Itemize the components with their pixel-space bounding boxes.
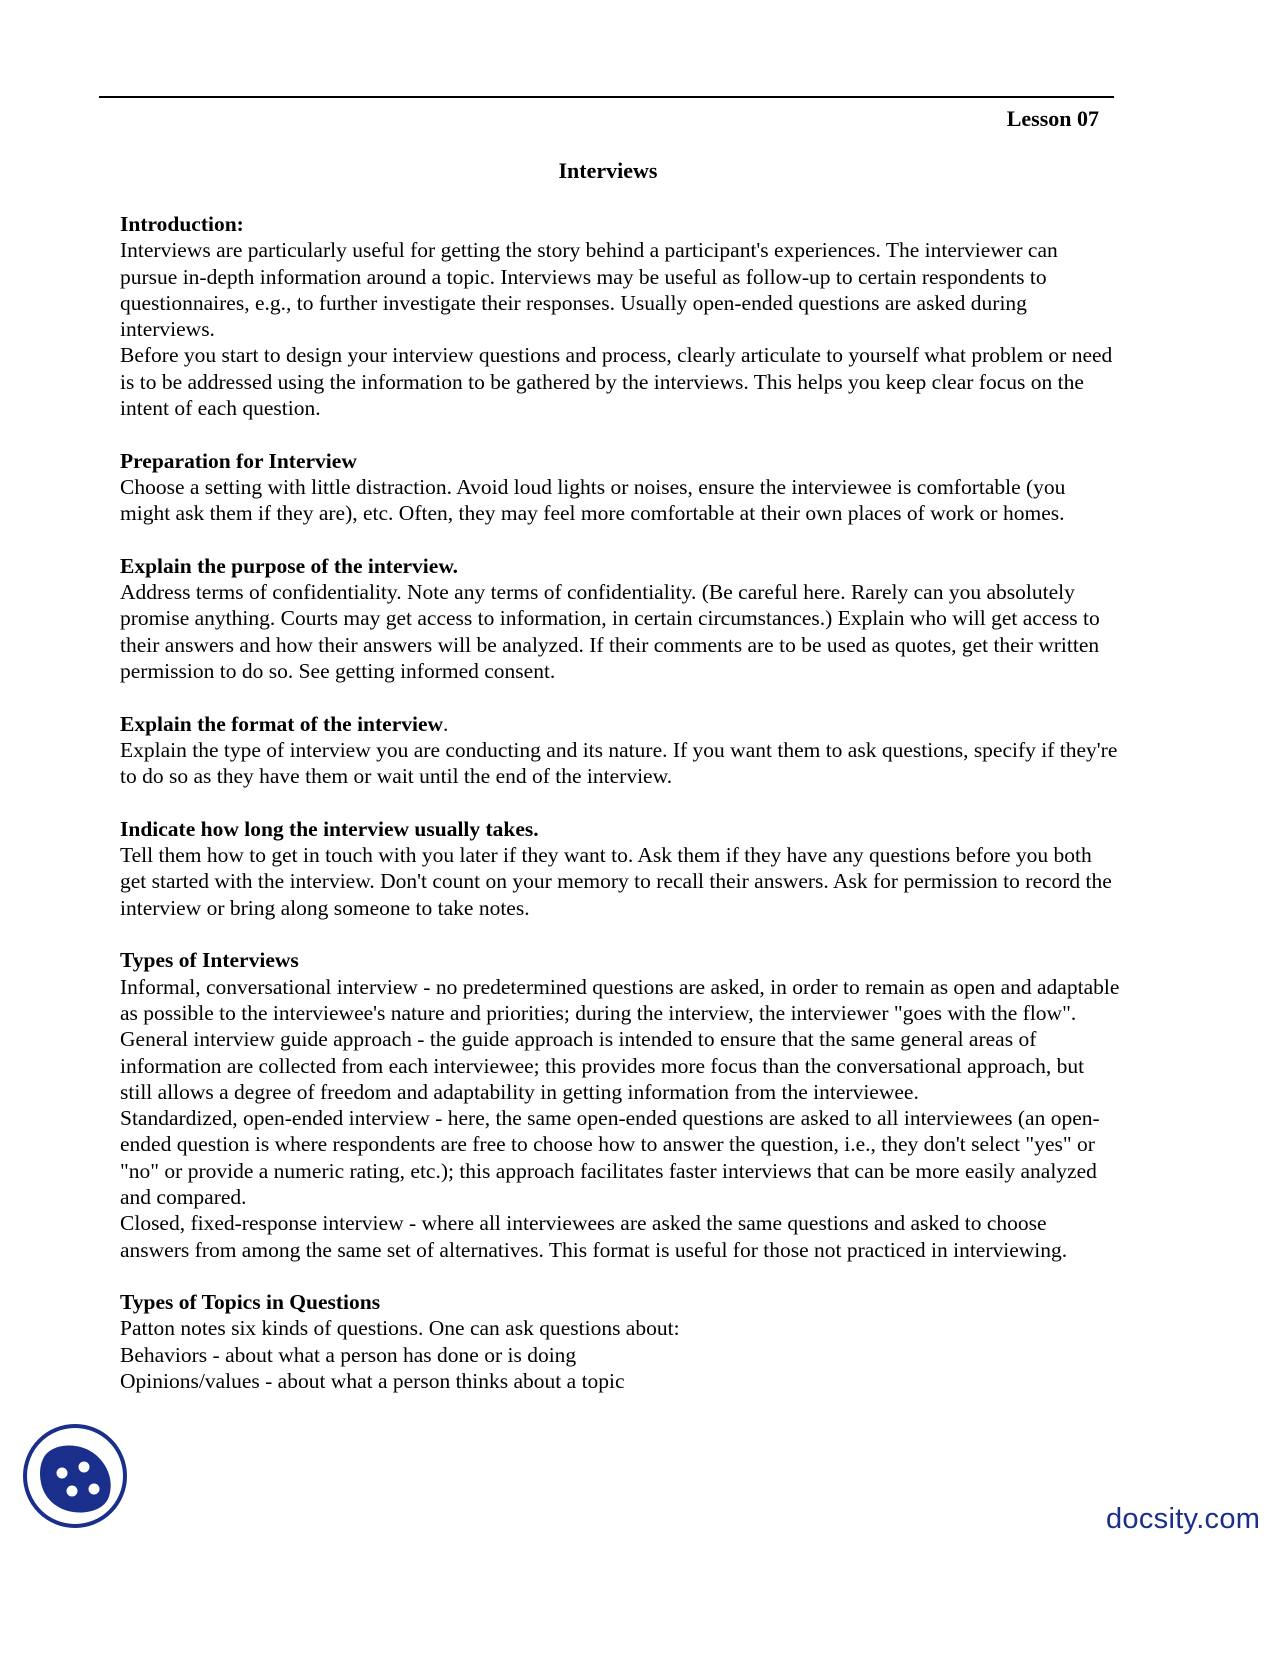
paragraph: Choose a setting with little distraction. Avoid loud lights or noises, ensure the interviewee is comfortable (you might ask them if they are), etc. Often, they may feel more comfortable at their own places of work or homes. — [120, 474, 1066, 526]
paragraph: Behaviors - about what a person has done or is doing — [120, 1342, 577, 1367]
section-duration — [120, 816, 1120, 921]
heading-punctuation: . — [443, 711, 449, 736]
section-heading: Indicate how long the interview usually takes. — [120, 816, 539, 841]
section-types-of-topics — [120, 1289, 1120, 1394]
page-title: Interviews — [558, 158, 658, 183]
section-heading: Explain the format of the interview — [120, 711, 444, 736]
section-heading: Types of Topics in Questions — [120, 1290, 381, 1315]
section-types-of-interviews — [120, 947, 1120, 1263]
paragraph: Opinions/values - about what a person thinks about a topic — [120, 1369, 625, 1394]
paragraph: Informal, conversational interview - no predetermined questions are asked, in order to remain as open and adaptable as possible to the interviewee's nature and priorities; during the interview, the interviewer "goes with the flow". — [120, 974, 1120, 1025]
paragraph: Standardized, open-ended interview - here, the same open-ended questions are asked to all interviewees (an open-ended question is where respondents are free to choose how to answer the question, i.e., they don't select "yes" or "no" or provide a numeric rating, etc.); this approach facilitates faster interviews that can be more easily analyzed and compared. — [120, 1106, 1100, 1209]
document-body — [120, 211, 1120, 1421]
section-heading-row — [120, 711, 1120, 737]
docsity-logo-icon[interactable] — [22, 1423, 128, 1529]
section-heading: Introduction: — [120, 212, 244, 236]
paragraph: Interviews are particularly useful for getting the story behind a participant's experiences. The interviewer can pursue in-depth information around a topic. Interviews may be useful as follow-up to certain respondents to questionnaires, e.g., to further investigate their responses. Usually open-ended questions are asked during interviews. — [120, 238, 1058, 342]
lesson-label: Lesson 07 — [1006, 106, 1099, 131]
paragraph: Tell them how to get in touch with you later if they want to. Ask them if they have any questions before you both get started with the interview. Don't count on your memory to recall their answers. Ask for permission to record the interview or bring along someone to take notes. — [120, 843, 1112, 920]
section-introduction — [120, 211, 1120, 421]
paragraph: Closed, fixed-response interview - where all interviewees are asked the same questions and asked to choose answers from among the same set of alternatives. This format is useful for those not practiced in interviewing. — [120, 1211, 1068, 1262]
paragraph: Before you start to design your interview questions and process, clearly articulate to yourself what problem or need is to be addressed using the information to be gathered by the interviews. This helps you keep clear focus on the intent of each question. — [120, 343, 1113, 421]
top-rule — [99, 96, 1114, 98]
section-heading: Explain the purpose of the interview. — [120, 553, 459, 578]
section-purpose — [120, 553, 1120, 684]
paragraph: Address terms of confidentiality. Note any terms of confidentiality. (Be careful here. Rarely can you absolutely promise anything. Courts may get access to information, in certain circumstances.) Explain who will get access to their answers and how their answers will be analyzed. If their comments are to be used as quotes, get their written permission to do so. See getting informed consent. — [120, 580, 1100, 684]
section-heading: Preparation for Interview — [120, 448, 357, 473]
section-heading: Types of Interviews — [120, 948, 299, 973]
section-format — [120, 711, 1120, 790]
paragraph: General interview guide approach - the guide approach is intended to ensure that the same general areas of information are collected from each interviewee; this provides more focus than the conversational approach, but still allows a degree of freedom and adaptability in getting information from the interviewee. — [120, 1027, 1085, 1104]
paragraph: Explain the type of interview you are conducting and its nature. If you want them to ask questions, specify if they're to do so as they have them or wait until the end of the interview. — [120, 737, 1118, 789]
paragraph: Patton notes six kinds of questions. One can ask questions about: — [120, 1316, 680, 1341]
docsity-brand-link[interactable]: docsity.com — [1106, 1503, 1261, 1535]
section-preparation — [120, 448, 1120, 527]
